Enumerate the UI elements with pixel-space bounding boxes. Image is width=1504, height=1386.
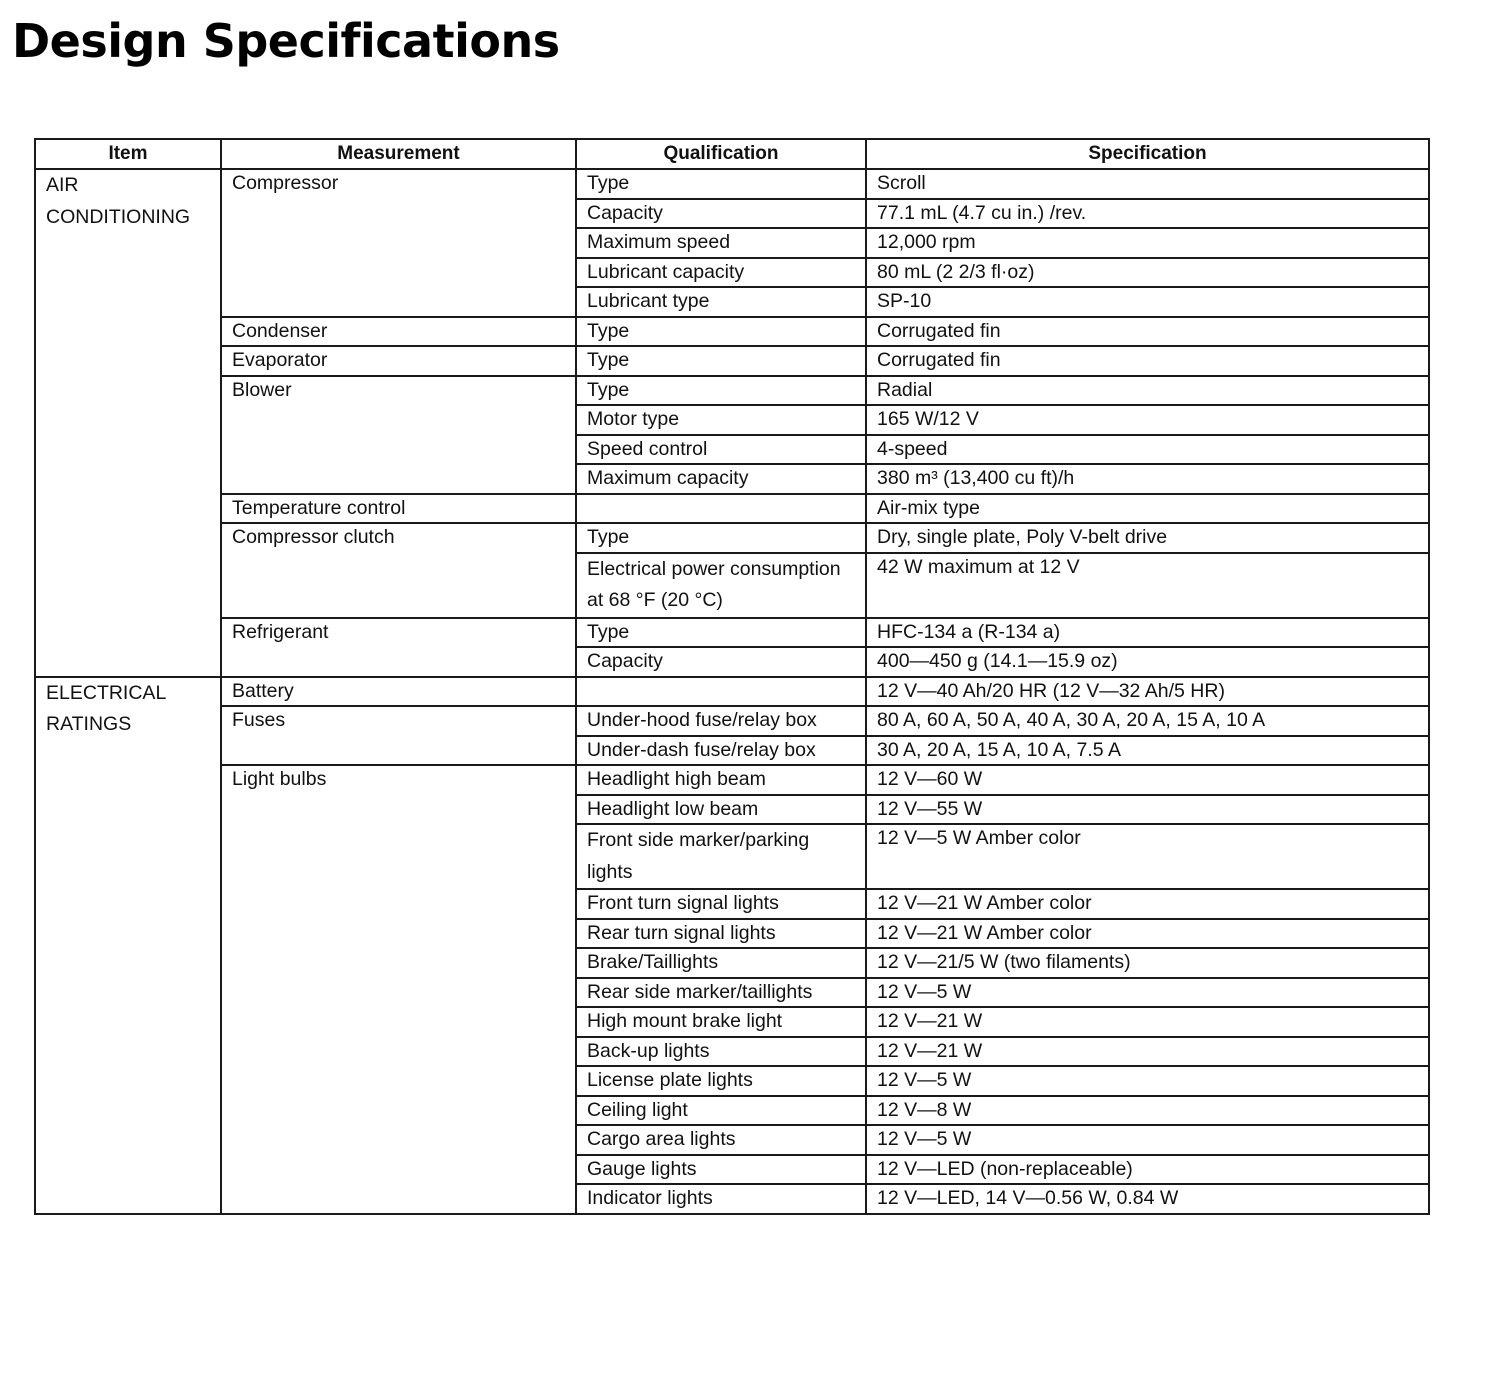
item-cell: ELECTRICAL RATINGS	[35, 677, 221, 1214]
specification-cell: 12 V—21 W	[866, 1007, 1429, 1037]
measurement-cell: Fuses	[221, 706, 576, 765]
page-title: Design Specifications	[12, 14, 560, 68]
specification-cell: 12 V—5 W	[866, 978, 1429, 1008]
table-row	[35, 376, 1429, 406]
qualification-cell: Front turn signal lights	[576, 889, 866, 919]
specification-cell: 12 V—21 W Amber color	[866, 889, 1429, 919]
specification-cell: 12 V—5 W	[866, 1125, 1429, 1155]
qualification-cell	[576, 494, 866, 524]
qualification-cell: Cargo area lights	[576, 1125, 866, 1155]
specification-cell: 165 W/12 V	[866, 405, 1429, 435]
specification-cell: 12 V—LED, 14 V—0.56 W, 0.84 W	[866, 1184, 1429, 1214]
specification-cell: 12,000 rpm	[866, 228, 1429, 258]
header-specification: Specification	[866, 139, 1429, 169]
specification-cell: 400—450 g (14.1—15.9 oz)	[866, 647, 1429, 677]
measurement-cell: Blower	[221, 376, 576, 494]
qualification-cell: Lubricant type	[576, 287, 866, 317]
qualification-cell: Speed control	[576, 435, 866, 465]
qualification-cell: License plate lights	[576, 1066, 866, 1096]
specification-cell: 12 V—60 W	[866, 765, 1429, 795]
table-row	[35, 346, 1429, 376]
qualification-cell: Type	[576, 169, 866, 199]
specification-cell: HFC-134 a (R-134 a)	[866, 618, 1429, 648]
specification-cell: 12 V—21/5 W (two filaments)	[866, 948, 1429, 978]
qualification-cell: Motor type	[576, 405, 866, 435]
qualification-cell: Type	[576, 346, 866, 376]
qualification-cell	[576, 677, 866, 707]
qualification-cell: Headlight high beam	[576, 765, 866, 795]
qualification-cell: Back-up lights	[576, 1037, 866, 1067]
table-row	[35, 706, 1429, 736]
specification-cell: 12 V—21 W	[866, 1037, 1429, 1067]
table-row	[35, 677, 1429, 707]
qualification-cell: Type	[576, 523, 866, 553]
table-row	[35, 317, 1429, 347]
item-cell: AIR CONDITIONING	[35, 169, 221, 677]
measurement-cell: Compressor	[221, 169, 576, 317]
specification-cell: Dry, single plate, Poly V-belt drive	[866, 523, 1429, 553]
measurement-cell: Compressor clutch	[221, 523, 576, 618]
specification-cell: 80 mL (2 2/3 fl·oz)	[866, 258, 1429, 288]
measurement-cell: Refrigerant	[221, 618, 576, 677]
qualification-cell: Electrical power consumption at 68 °F (20 °C)	[576, 553, 866, 618]
specification-cell: Radial	[866, 376, 1429, 406]
table-body	[35, 169, 1429, 1214]
specification-cell: 12 V—LED (non-replaceable)	[866, 1155, 1429, 1185]
specification-cell: 12 V—21 W Amber color	[866, 919, 1429, 949]
specification-cell: 12 V—5 W Amber color	[866, 824, 1429, 889]
specification-cell: 80 A, 60 A, 50 A, 40 A, 30 A, 20 A, 15 A, 10 A	[866, 706, 1429, 736]
qualification-cell: Gauge lights	[576, 1155, 866, 1185]
qualification-cell: Indicator lights	[576, 1184, 866, 1214]
qualification-cell: Rear side marker/taillights	[576, 978, 866, 1008]
qualification-cell: Under-hood fuse/relay box	[576, 706, 866, 736]
measurement-cell: Condenser	[221, 317, 576, 347]
qualification-cell: Front side marker/parking lights	[576, 824, 866, 889]
qualification-cell: Type	[576, 317, 866, 347]
qualification-cell: Type	[576, 618, 866, 648]
measurement-cell: Temperature control	[221, 494, 576, 524]
qualification-cell: Type	[576, 376, 866, 406]
specification-cell: 380 m³ (13,400 cu ft)/h	[866, 464, 1429, 494]
specification-cell: Corrugated fin	[866, 346, 1429, 376]
specification-cell: 77.1 mL (4.7 cu in.) /rev.	[866, 199, 1429, 229]
specification-cell: SP-10	[866, 287, 1429, 317]
table-header-row	[35, 139, 1429, 169]
qualification-cell: Lubricant capacity	[576, 258, 866, 288]
qualification-cell: High mount brake light	[576, 1007, 866, 1037]
measurement-cell: Evaporator	[221, 346, 576, 376]
table-row	[35, 494, 1429, 524]
spec-table	[34, 138, 1430, 1215]
measurement-cell: Battery	[221, 677, 576, 707]
header-measurement: Measurement	[221, 139, 576, 169]
qualification-cell: Ceiling light	[576, 1096, 866, 1126]
table-row	[35, 618, 1429, 648]
qualification-cell: Under-dash fuse/relay box	[576, 736, 866, 766]
qualification-cell: Maximum speed	[576, 228, 866, 258]
specification-cell: Scroll	[866, 169, 1429, 199]
specification-cell: 12 V—8 W	[866, 1096, 1429, 1126]
specification-cell: 12 V—40 Ah/20 HR (12 V—32 Ah/5 HR)	[866, 677, 1429, 707]
specification-cell: Air-mix type	[866, 494, 1429, 524]
specification-cell: 12 V—55 W	[866, 795, 1429, 825]
qualification-cell: Capacity	[576, 647, 866, 677]
table-row	[35, 765, 1429, 795]
qualification-cell: Maximum capacity	[576, 464, 866, 494]
qualification-cell: Rear turn signal lights	[576, 919, 866, 949]
qualification-cell: Brake/Taillights	[576, 948, 866, 978]
specification-cell: 12 V—5 W	[866, 1066, 1429, 1096]
specification-cell: Corrugated fin	[866, 317, 1429, 347]
specification-cell: 30 A, 20 A, 15 A, 10 A, 7.5 A	[866, 736, 1429, 766]
qualification-cell: Capacity	[576, 199, 866, 229]
qualification-cell: Headlight low beam	[576, 795, 866, 825]
header-item: Item	[35, 139, 221, 169]
specification-cell: 4-speed	[866, 435, 1429, 465]
measurement-cell: Light bulbs	[221, 765, 576, 1214]
table-row	[35, 523, 1429, 553]
specification-cell: 42 W maximum at 12 V	[866, 553, 1429, 618]
header-qualification: Qualification	[576, 139, 866, 169]
table-row	[35, 169, 1429, 199]
